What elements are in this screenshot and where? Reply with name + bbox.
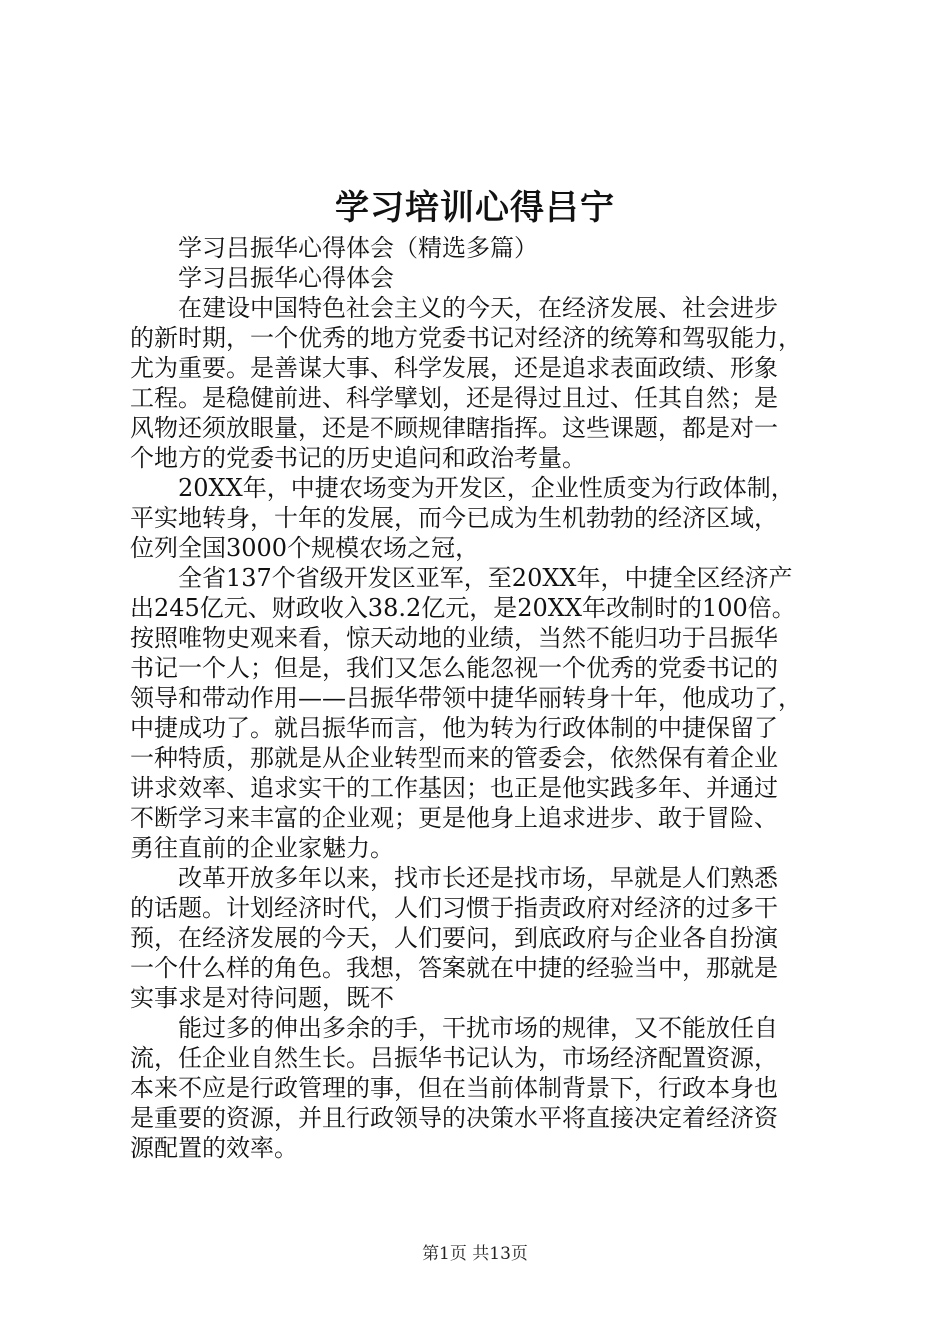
text-line: 改革开放多年以来，找市长还是找市场，早就是人们熟悉	[178, 864, 778, 892]
text-line: 勇往直前的企业家魅力。	[130, 834, 394, 862]
text-line: 中捷成功了。就吕振华而言，他为转为行政体制的中捷保留了	[130, 714, 778, 742]
text-line: 按照唯物史观来看，惊天动地的业绩，当然不能归功于吕振华	[130, 624, 778, 652]
text-line: 预，在经济发展的今天，人们要问，到底政府与企业各自扮演	[130, 924, 778, 952]
text-line: 个地方的党委书记的历史追问和政治考量。	[130, 444, 586, 472]
text-line: 学习吕振华心得体会（精选多篇）	[178, 234, 538, 262]
text-line: 平实地转身，十年的发展，而今已成为生机勃勃的经济区域，	[130, 504, 778, 532]
document-title: 学习培训心得吕宁	[335, 188, 615, 228]
text-line: 全省137个省级开发区亚军，至20XX年，中捷全区经济产	[178, 564, 793, 592]
document-body	[130, 233, 832, 1163]
text-line: 源配置的效率。	[130, 1134, 298, 1162]
text-line: 领导和带动作用——吕振华带领中捷华丽转身十年，他成功了，	[130, 684, 802, 712]
text-line: 讲求效率、追求实干的工作基因；也正是他实践多年、并通过	[130, 774, 778, 802]
text-line: 工程。是稳健前进、科学擘划，还是得过且过、任其自然；是	[130, 384, 778, 412]
text-line: 是重要的资源，并且行政领导的决策水平将直接决定着经济资	[130, 1104, 778, 1132]
text-line: 在建设中国特色社会主义的今天，在经济发展、社会进步	[178, 294, 778, 322]
text-line: 书记一个人；但是，我们又怎么能忽视一个优秀的党委书记的	[130, 654, 778, 682]
text-line: 不断学习来丰富的企业观；更是他身上追求进步、敢于冒险、	[130, 804, 778, 832]
text-line: 一个什么样的角色。我想，答案就在中捷的经验当中，那就是	[130, 954, 778, 982]
text-line: 本来不应是行政管理的事，但在当前体制背景下，行政本身也	[130, 1074, 778, 1102]
text-line: 的新时期，一个优秀的地方党委书记对经济的统筹和驾驭能力，	[130, 324, 802, 352]
text-line: 风物还须放眼量，还是不顾规律瞎指挥。这些课题，都是对一	[130, 414, 778, 442]
text-line: 能过多的伸出多余的手，干扰市场的规律，又不能放任自	[178, 1014, 778, 1042]
text-line: 位列全国3000个规模农场之冠，	[130, 534, 480, 562]
text-line: 20XX年，中捷农场变为开发区，企业性质变为行政体制，	[178, 474, 795, 502]
text-line: 学习吕振华心得体会	[178, 264, 394, 292]
text-line: 出245亿元、财政收入38.2亿元，是20XX年改制时的100倍。	[130, 594, 796, 622]
text-line: 的话题。计划经济时代，人们习惯于指责政府对经济的过多干	[130, 894, 778, 922]
text-line: 实事求是对待问题，既不	[130, 984, 394, 1012]
text-line: 尤为重要。是善谋大事、科学发展，还是追求表面政绩、形象	[130, 354, 778, 382]
text-line: 流，任企业自然生长。吕振华书记认为，市场经济配置资源，	[130, 1044, 778, 1072]
text-line: 一种特质，那就是从企业转型而来的管委会，依然保有着企业	[130, 744, 778, 772]
page-footer: 第1页 共13页	[422, 1244, 528, 1264]
